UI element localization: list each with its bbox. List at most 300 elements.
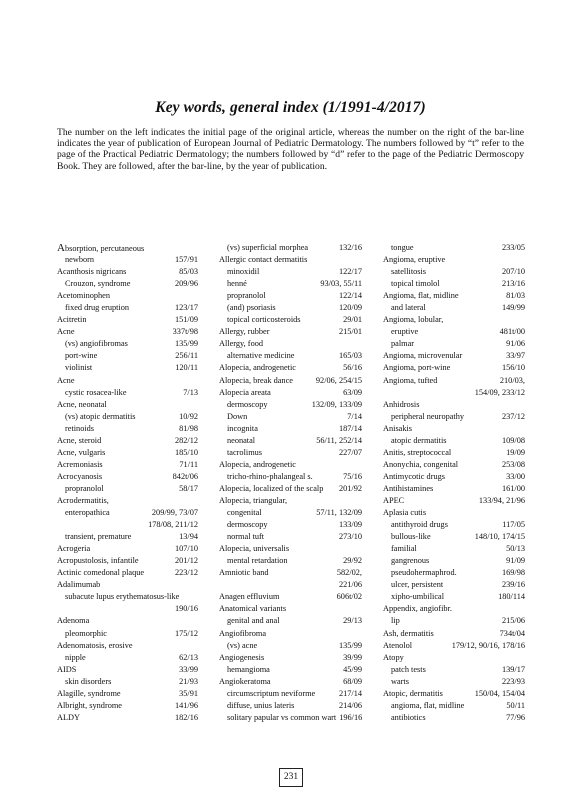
index-term: Alopecia, androgenetic bbox=[219, 363, 296, 373]
index-entry bbox=[383, 338, 525, 350]
index-entry bbox=[219, 314, 362, 326]
index-entry bbox=[57, 579, 198, 591]
index-entry bbox=[219, 688, 362, 700]
index-entry bbox=[219, 447, 362, 459]
index-term: Angiogenesis bbox=[219, 652, 265, 662]
index-entry bbox=[57, 350, 198, 362]
index-entry bbox=[219, 290, 362, 302]
index-term: diffuse, unius lateris bbox=[227, 700, 295, 710]
index-entry bbox=[383, 555, 525, 567]
index-entry bbox=[383, 579, 525, 591]
index-reference: 221/06 bbox=[338, 580, 362, 590]
index-term: Albright, syndrome bbox=[57, 700, 122, 710]
index-reference: 175/12 bbox=[174, 628, 198, 638]
index-reference: 165/03 bbox=[338, 351, 362, 361]
index-entry bbox=[383, 483, 525, 495]
index-entry bbox=[57, 447, 198, 459]
index-reference: 223/12 bbox=[174, 568, 198, 578]
index-entry bbox=[57, 495, 198, 507]
index-term: Acremoniasis bbox=[57, 459, 103, 469]
index-term: Antihistamines bbox=[383, 483, 434, 493]
index-reference: 207/10 bbox=[501, 267, 525, 277]
index-reference: 253/08 bbox=[501, 459, 525, 469]
index-entry bbox=[383, 628, 525, 640]
index-reference: 81/03 bbox=[506, 291, 525, 301]
index-entry bbox=[383, 652, 525, 664]
index-term: dermoscopy bbox=[227, 520, 268, 530]
index-term: angioma, flat, midline bbox=[391, 700, 465, 710]
index-term: ALDY bbox=[57, 712, 81, 722]
index-term: Antimycotic drugs bbox=[383, 471, 445, 481]
index-reference: 13/94 bbox=[179, 532, 198, 542]
index-entry bbox=[219, 495, 362, 507]
index-entry bbox=[219, 507, 362, 519]
index-reference: 210/03, bbox=[499, 375, 525, 385]
index-term: Acetominophen bbox=[57, 291, 110, 301]
index-entry bbox=[57, 362, 198, 374]
index-reference: 182/16 bbox=[174, 712, 198, 722]
index-entry bbox=[57, 712, 198, 724]
index-reference: 209/96 bbox=[174, 279, 198, 289]
index-entry bbox=[219, 603, 362, 615]
index-entry bbox=[383, 459, 525, 471]
index-term: atopic dermatitis bbox=[391, 435, 447, 445]
index-entry bbox=[219, 483, 362, 495]
index-entry bbox=[383, 688, 525, 700]
index-term: antithyroid drugs bbox=[391, 520, 448, 530]
index-entry bbox=[57, 603, 198, 615]
index-reference: 123/17 bbox=[174, 303, 198, 313]
index-entry bbox=[219, 652, 362, 664]
index-entry bbox=[383, 495, 525, 507]
index-term: Acrocyanosis bbox=[57, 471, 103, 481]
index-term: Appendix, angiofibr. bbox=[383, 604, 452, 614]
index-entry bbox=[57, 387, 198, 399]
index-entry bbox=[219, 411, 362, 423]
index-term: (vs) atopic dermatitis bbox=[65, 411, 136, 421]
index-entry bbox=[219, 242, 362, 254]
index-term: circumscriptum neviforme bbox=[227, 688, 316, 698]
index-column-2 bbox=[219, 242, 362, 724]
index-entry bbox=[57, 254, 198, 266]
index-term: hemangioma bbox=[227, 664, 270, 674]
index-reference: 71/11 bbox=[179, 459, 198, 469]
index-reference: 201/92 bbox=[338, 483, 362, 493]
index-reference: 190/16 bbox=[174, 604, 198, 614]
index-entry bbox=[383, 664, 525, 676]
index-entry bbox=[57, 423, 198, 435]
index-term: propranolol bbox=[65, 483, 104, 493]
index-reference: 237/12 bbox=[501, 411, 525, 421]
index-term: warts bbox=[391, 676, 409, 686]
index-term: Acne, neonatal bbox=[57, 399, 107, 409]
index-entry bbox=[57, 266, 198, 278]
index-reference: 157/91 bbox=[174, 255, 198, 265]
index-term: bullous-like bbox=[391, 532, 431, 542]
index-reference: 215/06 bbox=[501, 616, 525, 626]
index-reference: 148/10, 174/15 bbox=[474, 532, 525, 542]
index-term: newborn bbox=[65, 255, 95, 265]
index-term: xipho-umbilical bbox=[391, 592, 444, 602]
index-reference: 196/16 bbox=[339, 712, 363, 722]
index-entry bbox=[57, 652, 198, 664]
index-term: Ash, dermatitis bbox=[383, 628, 434, 638]
index-term: peripheral neuropathy bbox=[391, 411, 465, 421]
index-reference: 214/06 bbox=[338, 700, 362, 710]
index-entry bbox=[383, 615, 525, 627]
index-entry bbox=[383, 350, 525, 362]
index-entry bbox=[383, 676, 525, 688]
index-reference: 63/09 bbox=[343, 387, 362, 397]
index-entry bbox=[57, 483, 198, 495]
index-entry bbox=[219, 471, 362, 483]
index-reference: 133/09 bbox=[338, 520, 362, 530]
index-entry bbox=[219, 712, 362, 724]
index-reference: 50/11 bbox=[506, 700, 525, 710]
index-reference: 21/93 bbox=[179, 676, 198, 686]
index-reference: 135/99 bbox=[338, 640, 362, 650]
index-reference: 151/09 bbox=[174, 315, 198, 325]
index-entry bbox=[57, 338, 198, 350]
index-reference: 39/99 bbox=[343, 652, 362, 662]
index-entry bbox=[219, 700, 362, 712]
index-entry bbox=[57, 507, 198, 519]
index-term: minoxidil bbox=[227, 267, 260, 277]
index-entry bbox=[383, 603, 525, 615]
index-term: congenital bbox=[227, 508, 262, 518]
index-entry bbox=[219, 519, 362, 531]
index-reference: 132/16 bbox=[338, 243, 362, 252]
index-reference: 120/09 bbox=[338, 303, 362, 313]
index-entry bbox=[383, 567, 525, 579]
index-entry bbox=[57, 411, 198, 423]
index-term: Actinic comedonal plaque bbox=[57, 568, 145, 578]
index-reference: 179/12, 90/16, 178/16 bbox=[451, 640, 525, 650]
index-reference: 606t/02 bbox=[336, 592, 362, 602]
index-term: Angioma, flat, midline bbox=[383, 291, 459, 301]
index-reference: 201/12 bbox=[174, 556, 198, 566]
index-entry bbox=[383, 423, 525, 435]
index-term: (and) psoriasis bbox=[227, 303, 276, 313]
index-reference: 215/01 bbox=[338, 327, 362, 337]
index-term: Allergy, rubber bbox=[219, 327, 270, 337]
index-entry bbox=[219, 278, 362, 290]
index-reference: 122/14 bbox=[338, 291, 362, 301]
index-reference: 139/17 bbox=[501, 664, 525, 674]
index-term: solitary papular vs common wart bbox=[227, 712, 337, 722]
index-entry bbox=[57, 519, 198, 531]
index-column-3 bbox=[383, 242, 525, 724]
index-entry bbox=[383, 362, 525, 374]
index-entry bbox=[57, 290, 198, 302]
index-term: port-wine bbox=[65, 351, 98, 361]
index-term: Anhidrosis bbox=[383, 399, 420, 409]
index-term: Angioma, lobular, bbox=[383, 315, 444, 325]
index-entry bbox=[57, 688, 198, 700]
index-entry bbox=[383, 302, 525, 314]
index-term: skin disorders bbox=[65, 676, 112, 686]
index-reference: 81/98 bbox=[179, 423, 198, 433]
index-term: mental retardation bbox=[227, 556, 288, 566]
index-entry bbox=[219, 387, 362, 399]
index-entry bbox=[383, 290, 525, 302]
index-term: Acne bbox=[57, 327, 75, 337]
index-term: ulcer, persistent bbox=[391, 580, 444, 590]
index-reference: 91/06 bbox=[506, 339, 525, 349]
index-reference: 56/16 bbox=[343, 363, 362, 373]
index-reference: 337t/98 bbox=[172, 327, 198, 337]
index-reference: 92/06, 254/15 bbox=[315, 375, 362, 385]
index-entry bbox=[383, 278, 525, 290]
index-entry bbox=[383, 531, 525, 543]
index-term: Angioma, microvenular bbox=[383, 351, 463, 361]
index-term: Angiokeratoma bbox=[219, 676, 271, 686]
index-term: Alopecia, break dance bbox=[219, 375, 293, 385]
index-entry bbox=[383, 519, 525, 531]
index-entry bbox=[383, 700, 525, 712]
index-entry bbox=[57, 615, 198, 627]
index-term: pleomorphic bbox=[65, 628, 107, 638]
index-term: Acne bbox=[57, 375, 75, 385]
index-term: Angioma, port-wine bbox=[383, 363, 451, 373]
index-term: palmar bbox=[391, 339, 415, 349]
index-reference: 33/00 bbox=[506, 471, 525, 481]
index-entry bbox=[383, 640, 525, 652]
index-reference: 93/03, 55/11 bbox=[320, 279, 362, 289]
index-term: pseudohermaphrod. bbox=[391, 568, 457, 578]
index-term: Down bbox=[227, 411, 248, 421]
index-reference: 154/09, 233/12 bbox=[474, 387, 525, 397]
index-entry bbox=[383, 471, 525, 483]
index-reference: 227/07 bbox=[338, 447, 362, 457]
index-term: transient, premature bbox=[65, 532, 132, 542]
index-term: (vs) superficial morphea bbox=[227, 243, 309, 252]
index-reference: 582/02, bbox=[336, 568, 362, 578]
index-entry bbox=[219, 664, 362, 676]
index-term: alternative medicine bbox=[227, 351, 295, 361]
index-term: nipple bbox=[65, 652, 86, 662]
index-entry bbox=[219, 459, 362, 471]
index-reference: 56/11, 252/14 bbox=[316, 435, 362, 445]
index-term: and lateral bbox=[391, 303, 426, 313]
index-reference: 141/96 bbox=[174, 700, 198, 710]
index-reference: 19/09 bbox=[506, 447, 525, 457]
index-entry bbox=[383, 411, 525, 423]
index-term: Atopic, dermatitis bbox=[383, 688, 443, 698]
index-reference: 68/09 bbox=[343, 676, 362, 686]
index-term: Acne, steroid bbox=[57, 435, 102, 445]
index-entry bbox=[219, 567, 362, 579]
index-reference: 135/99 bbox=[174, 339, 198, 349]
index-term: AIDS bbox=[57, 664, 77, 674]
index-entry bbox=[383, 375, 525, 387]
index-term: normal tuft bbox=[227, 532, 265, 542]
index-entry bbox=[383, 712, 525, 724]
index-term: Anitis, streptococcal bbox=[383, 447, 452, 457]
index-column-1 bbox=[57, 242, 198, 724]
index-term: patch tests bbox=[391, 664, 426, 674]
index-entry bbox=[219, 266, 362, 278]
index-entry bbox=[57, 591, 198, 603]
index-reference: 57/11, 132/09 bbox=[316, 508, 362, 518]
index-term: Allergy, food bbox=[219, 339, 264, 349]
index-term: fixed drug eruption bbox=[65, 303, 130, 313]
index-term: Acropustolosis, infantile bbox=[57, 556, 139, 566]
index-entry bbox=[57, 326, 198, 338]
index-term: Anagen effluvium bbox=[219, 592, 280, 602]
index-entry bbox=[57, 435, 198, 447]
index-reference: 33/99 bbox=[179, 664, 198, 674]
index-term: Adenomatosis, erosive bbox=[57, 640, 133, 650]
index-entry bbox=[383, 435, 525, 447]
index-reference: 133/94, 21/96 bbox=[478, 495, 525, 505]
index-reference: 273/10 bbox=[338, 532, 362, 542]
index-reference: 187/14 bbox=[338, 423, 362, 433]
index-term: Acrogeria bbox=[57, 544, 91, 554]
index-term: familial bbox=[391, 544, 417, 554]
index-reference: 185/10 bbox=[174, 447, 198, 457]
index-term: antibiotics bbox=[391, 712, 426, 722]
index-term: (vs) angiofibromas bbox=[65, 339, 128, 349]
page-number: 231 bbox=[279, 768, 303, 787]
index-entry bbox=[383, 242, 525, 254]
index-term: propranolol bbox=[227, 291, 266, 301]
index-reference: 35/91 bbox=[179, 688, 198, 698]
index-entry bbox=[57, 567, 198, 579]
index-reference: 107/10 bbox=[174, 544, 198, 554]
index-entry bbox=[219, 338, 362, 350]
index-term: Angioma, eruptive bbox=[383, 255, 446, 265]
index-entry bbox=[219, 591, 362, 603]
index-entry bbox=[57, 302, 198, 314]
index-term: Anisakis bbox=[383, 423, 413, 433]
index-term: tricho-rhino-phalangeal s. bbox=[227, 471, 313, 481]
index-entry bbox=[383, 447, 525, 459]
index-reference: 109/08 bbox=[501, 435, 525, 445]
index-term: subacute lupus erythematosus-like bbox=[65, 592, 180, 602]
index-reference: 734t/04 bbox=[499, 628, 525, 638]
index-entry bbox=[57, 471, 198, 483]
index-entry bbox=[219, 579, 362, 591]
index-term: cystic rosacea-like bbox=[65, 387, 127, 397]
index-entry bbox=[383, 254, 525, 266]
index-entry bbox=[57, 242, 198, 254]
index-reference: 7/14 bbox=[347, 411, 362, 421]
index-term: Crouzon, syndrome bbox=[65, 279, 131, 289]
index-reference: 120/11 bbox=[175, 363, 198, 373]
index-entry bbox=[383, 326, 525, 338]
index-entry bbox=[57, 628, 198, 640]
index-term: Anonychia, congenital bbox=[383, 459, 459, 469]
index-entry bbox=[219, 399, 362, 411]
index-entry bbox=[57, 459, 198, 471]
index-term: topical timolol bbox=[391, 279, 440, 289]
index-term: neonatal bbox=[227, 435, 256, 445]
index-term: lip bbox=[391, 616, 400, 626]
index-term: Acanthosis nigricans bbox=[57, 267, 127, 277]
index-entry bbox=[383, 314, 525, 326]
index-term: Adalimumab bbox=[57, 580, 101, 590]
index-entry bbox=[383, 399, 525, 411]
index-entry bbox=[383, 387, 525, 399]
index-reference: 62/13 bbox=[179, 652, 198, 662]
index-term: genital and anal bbox=[227, 616, 280, 626]
index-entry bbox=[383, 266, 525, 278]
index-entry bbox=[57, 700, 198, 712]
index-term: Alagille, syndrome bbox=[57, 688, 121, 698]
index-reference: 217/14 bbox=[338, 688, 362, 698]
index-term: topical corticosteroids bbox=[227, 315, 301, 325]
page-title: Key words, general index (1/1991-4/2017) bbox=[155, 99, 426, 116]
index-entry bbox=[219, 628, 362, 640]
index-reference: 842t/06 bbox=[172, 471, 198, 481]
index-reference: 161/00 bbox=[501, 483, 525, 493]
index-term: tongue bbox=[391, 243, 414, 252]
index-entry bbox=[219, 676, 362, 688]
index-reference: 45/99 bbox=[343, 664, 362, 674]
index-entry bbox=[219, 375, 362, 387]
index-term: enteropathica bbox=[65, 508, 110, 518]
index-term: Alopecia, universalis bbox=[219, 544, 290, 554]
index-term: Acne, vulgaris bbox=[57, 447, 106, 457]
index-term: APEC bbox=[383, 495, 405, 505]
index-term: Adenoma bbox=[57, 616, 90, 626]
index-reference: 150/04, 154/04 bbox=[474, 688, 525, 698]
index-term: gangrenous bbox=[391, 556, 430, 566]
index-reference: 77/96 bbox=[506, 712, 525, 722]
index-term: Alopecia, localized of the scalp bbox=[219, 483, 324, 493]
index-term: retinoids bbox=[65, 423, 95, 433]
index-reference: 29/92 bbox=[343, 556, 362, 566]
index-entry bbox=[57, 314, 198, 326]
index-entry bbox=[219, 640, 362, 652]
index-entry bbox=[219, 326, 362, 338]
index-term: Allergic contact dermatitis bbox=[219, 255, 308, 265]
index-reference: 213/16 bbox=[501, 279, 525, 289]
index-entry bbox=[57, 676, 198, 688]
index-term: Acitretin bbox=[57, 315, 87, 325]
index-term: eruptive bbox=[391, 327, 419, 337]
index-entry bbox=[57, 555, 198, 567]
index-entry bbox=[383, 543, 525, 555]
index-entry bbox=[219, 362, 362, 374]
index-reference: 223/93 bbox=[501, 676, 525, 686]
index-term: Aplasia cutis bbox=[383, 508, 427, 518]
index-term: Acrodermatitis, bbox=[57, 495, 109, 505]
index-entry bbox=[219, 350, 362, 362]
index-reference: 149/99 bbox=[501, 303, 525, 313]
index-reference: 233/05 bbox=[501, 243, 525, 252]
index-reference: 209/99, 73/07 bbox=[151, 508, 198, 518]
index-entry bbox=[383, 591, 525, 603]
index-entry bbox=[219, 531, 362, 543]
index-entry bbox=[57, 399, 198, 411]
index-term: Alopecia areata bbox=[219, 387, 271, 397]
index-reference: 122/17 bbox=[338, 267, 362, 277]
index-reference: 156/10 bbox=[501, 363, 525, 373]
index-reference: 33/97 bbox=[506, 351, 525, 361]
index-entry bbox=[219, 615, 362, 627]
index-term: henné bbox=[227, 279, 247, 289]
index-entry bbox=[383, 507, 525, 519]
index-term: Atenolol bbox=[383, 640, 413, 650]
index-reference: 75/16 bbox=[343, 471, 362, 481]
index-term: Anatomical variants bbox=[219, 604, 287, 614]
index-reference: 10/92 bbox=[179, 411, 198, 421]
index-term: Alopecia, triangular, bbox=[219, 495, 288, 505]
index-reference: 256/11 bbox=[175, 351, 198, 361]
index-entry bbox=[219, 555, 362, 567]
